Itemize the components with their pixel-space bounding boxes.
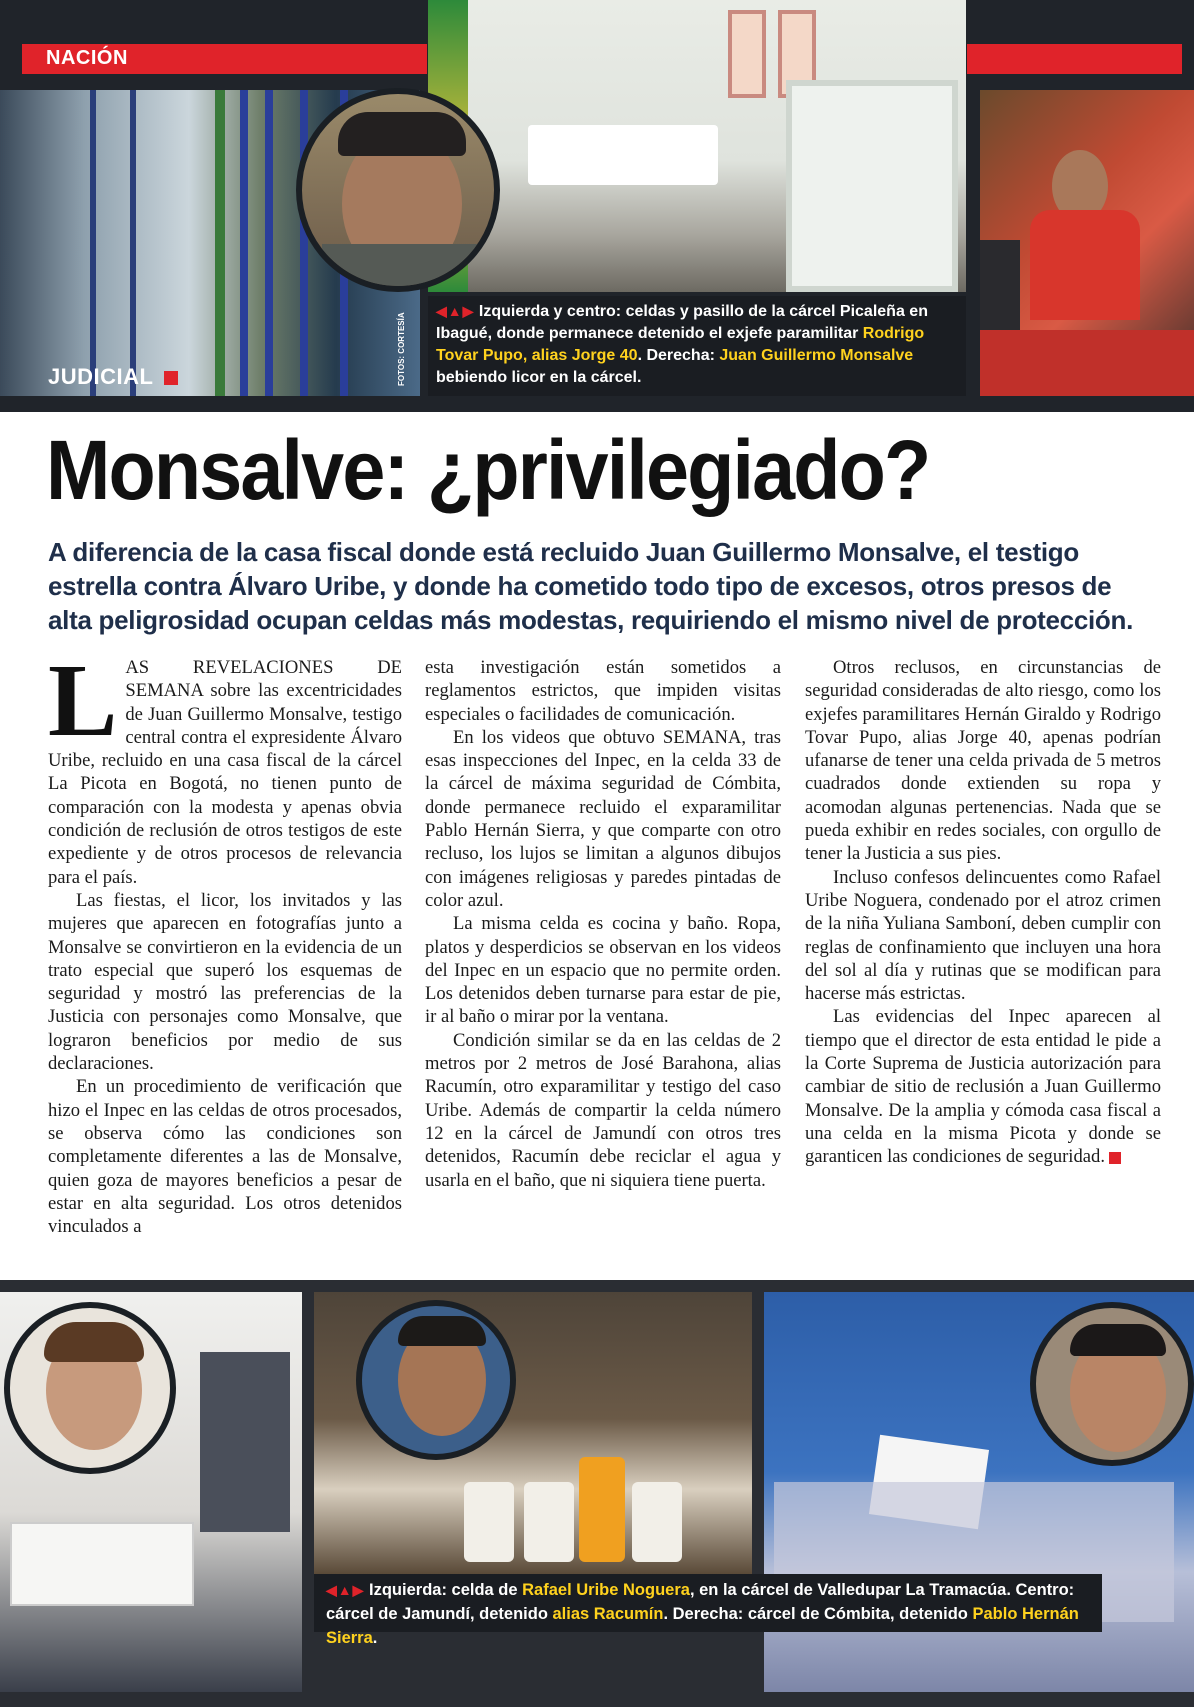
bottom-photo-caption: ◀▲▶ Izquierda: celda de Rafael Uribe Noguera, en la cárcel de Valledupar La Tramacúa. Centro: cárcel de Jamundí, detenido alias Racumín. Derecha: cárcel de Cómbita, detenido Pablo Hernán Sierra. xyxy=(314,1574,1102,1632)
paragraph: Las evidencias del Inpec aparecen al tiempo que el director de esta entidad le pide a la Corte Suprema de Justicia autorización para cambiar de sitio de reclusión a Juan Guillermo Monsalve. De la amplia y cómoda casa fiscal a una celda en la misma Picota y donde se garanticen las condiciones de seguridad. xyxy=(805,1006,1161,1168)
portrait-uribe-noguera xyxy=(4,1302,176,1474)
article-column-1 xyxy=(48,643,402,1238)
dropcap: L xyxy=(48,643,118,758)
article-column-3 xyxy=(805,656,1161,1169)
caption-name-monsalve: Juan Guillermo Monsalve xyxy=(719,347,914,364)
caption-name-racumin: alias Racumín xyxy=(552,1605,664,1623)
caption-name-sierra: Pablo Hernán Sierra xyxy=(326,1605,1079,1647)
article-deck: A diferencia de la casa fiscal donde está recluido Juan Guillermo Monsalve, el testigo estrella contra Álvaro Uribe, y donde ha cometido todo tipo de excesos, otros presos de alta peligrosidad ocupan celdas más modestas, requiriendo el mismo nivel de protección. xyxy=(48,537,1133,635)
arrow-left-icon: ◀ xyxy=(326,1582,338,1598)
monsalve-photo xyxy=(980,90,1194,396)
paragraph: Otros reclusos, en circunstancias de seguridad consideradas de alto riesgo, como los exjefes paramilitares Hernán Giraldo y Rodrigo Tovar Pupo, alias Jorge 40, apenas podrían ufanarse de tener una celda privada de 5 metros cuadrados donde extienden su ropa y acomodan algunas pertenencias. Nada que se pueda exhibir en redes sociales, con orgullo de tener la Justicia a sus pies. xyxy=(805,657,1161,865)
paragraph: Las fiestas, el licor, los invitados y las mujeres que aparecen en fotografías junto a Monsalve se convirtieron en la evidencia de un trato especial que superó los esquemas de seguridad y mostró las preferencias de la Justicia con personajes como Monsalve, que lograron beneficios por medio de sus declaraciones. xyxy=(48,889,402,1075)
article-headline: Monsalve: ¿privilegiado? xyxy=(46,423,930,517)
red-square-icon xyxy=(164,371,178,385)
arrow-right-icon: ▶ xyxy=(352,1582,365,1598)
paragraph: La misma celda es cocina y baño. Ropa, platos y desperdicios se observan en los videos del Inpec en un espacio que no permite orden. Los detenidos deben turnarse para estar de pie, ir al baño o mirar por la ventana. xyxy=(425,913,781,1028)
arrow-up-icon: ▲ xyxy=(337,1582,353,1598)
paragraph: Condición similar se da en las celdas de 2 metros por 2 metros de José Barahona, alias Racumín, otro exparamilitar y testigo del caso Uribe. Además de compartir la celda número 12 en la cárcel de Jamundí con otros tres detenidos, Racumín debe reciclar el agua y usarla en el baño, que ni siquiera tiene puerta. xyxy=(425,1029,781,1191)
arrow-up-icon: ▲ xyxy=(447,303,463,319)
paragraph: esta investigación están sometidos a reglamentos estrictos, que impiden visitas especiales o facilidades de comunicación. xyxy=(425,657,781,725)
article-column-2 xyxy=(425,656,781,1192)
photo-credit: FOTOS: CORTESÍA xyxy=(397,312,406,386)
portrait-pablo-hernan-sierra xyxy=(1030,1302,1194,1466)
portrait-jorge40 xyxy=(296,88,500,292)
paragraph: AS REVELACIONES DE SEMANA sobre las excentricidades de Juan Guillermo Monsalve, testigo central contra el expresidente Álvaro Uribe, recluido en una casa fiscal de la cárcel La Picota en Bogotá, no tienen punto de comparación con la modesta y apenas obvia condición de reclusión de otros testigos de este expediente y de otros procesos de relevancia para el país. xyxy=(48,657,402,888)
cell-photo xyxy=(428,0,966,292)
paragraph: En los videos que obtuvo SEMANA, tras esas inspecciones del Inpec, en la celda 33 de la cárcel de máxima seguridad de Cómbita, donde permanece recluido el exparamilitar Pablo Hernán Sierra, y que comparte con otro recluso, los lujos se limitan a algunos dibujos con imágenes religiosas y paredes pintadas de color azul. xyxy=(425,726,781,911)
top-photo-caption: ◀▲▶ Izquierda y centro: celdas y pasillo de la cárcel Picaleña en Ibagué, donde permanece detenido el exjefe paramilitar Rodrigo Tovar Pupo, alias Jorge 40. Derecha: Juan Guillermo Monsalve bebiendo licor en la cárcel. xyxy=(428,296,966,396)
arrow-right-icon: ▶ xyxy=(462,303,475,319)
paragraph: En un procedimiento de verificación que hizo el Inpec en las celdas de otros procesados, se observa cómo las condiciones son completamente diferentes a las de Monsalve, quien goza de mayores beneficios a pesar de estar en alta seguridad. Los otros detenidos vinculados a xyxy=(48,1076,402,1238)
caption-name-jorge40: Rodrigo Tovar Pupo, alias Jorge 40 xyxy=(436,325,925,364)
section-label: NACIÓN xyxy=(46,47,128,69)
section-bar-right xyxy=(967,44,1182,74)
caption-name-uribe-noguera: Rafael Uribe Noguera xyxy=(522,1581,690,1599)
subsection-label: JUDICIAL xyxy=(48,364,178,390)
portrait-racumin xyxy=(356,1300,516,1460)
paragraph: Incluso confesos delincuentes como Rafael Uribe Noguera, condenado por el atroz crimen de la niña Yuliana Samboní, deben cumplir con reglas de confinamiento que incluyen una hora del sol al día y rutinas que se modifican para hacerse más estrictas. xyxy=(805,866,1161,1005)
arrow-left-icon: ◀ xyxy=(436,303,448,319)
red-square-icon xyxy=(1109,1152,1121,1164)
